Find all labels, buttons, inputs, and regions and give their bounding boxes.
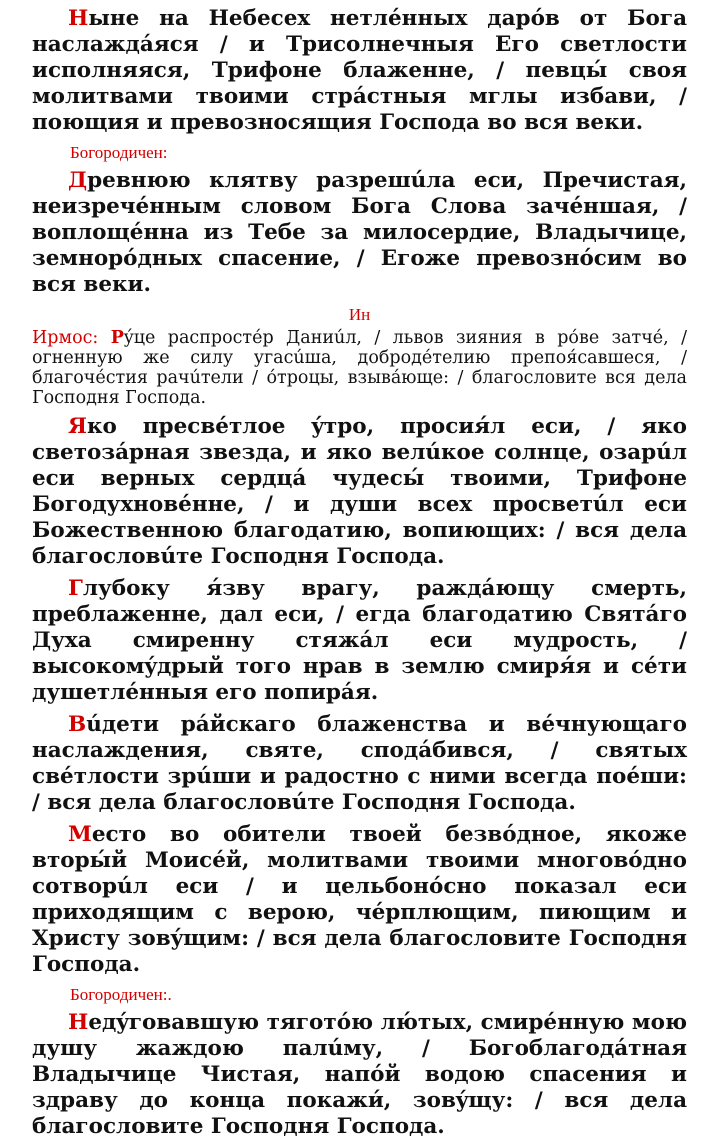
troparion-5 <box>32 822 687 978</box>
section-heading-in: Ин <box>348 305 371 324</box>
troparion-1 <box>32 6 687 136</box>
troparion-text: есто во обители твоей безвóдное, якоже вторы́й Моисéй, молитвами твоими многовóдно сотворúл еси / и цельбонóсно показал еси приходящим с верою, чéрплющим, пиющим и Христу зовýщим: / вся дела благословите Господня Господа. <box>32 822 687 977</box>
irmos-text: ýце распростéр Даниúл, / львов зияния в рóве затчé, / огненную же силу угасúша, добродéтелию препоя́савшеся, / благочéстия рачúтели / óтроцы, взывáюще: / благословите вся дела Господня Господа. <box>32 328 688 408</box>
theotokion-1 <box>32 168 687 298</box>
irmos <box>32 328 687 408</box>
troparion-text: лубоку я́зву врагу, раждáющу смерть, преблаженне, дал еси, / егда благодатию Святáго Духа смиренну стяжáл еси мудрость, / высокомýдрый того нрав в землю смиря́я и сéти душетлéнныя его попирáя. <box>32 576 687 705</box>
troparion-3 <box>32 576 687 706</box>
irmos-label: Ирмос: <box>32 328 111 348</box>
troparion-text: ыне на Небесех нетлéнных дарóв от Бога наслаждáяся / и Трисолнечныя Его светлости исполняяся, Трифоне блаженне, / певцы́ своя молитвами твоими стрáстныя мглы избави, / поющия и превозносящия Господа во вся веки. <box>32 6 687 135</box>
troparion-text: úдети рáйскаго блаженства и вéчнующаго наслаждения, святе, спода́бився, / святых свéтлости зрúши и радостно с ними всегда поéши: / вся дела благословúте Господня Господа. <box>32 712 687 815</box>
theotokion-2 <box>32 1010 687 1140</box>
liturgical-text-page <box>32 6 687 1146</box>
theotokion-text: ревнюю клятву разрешúла еси, Пречистая, неизречéнным словом Бога Слова зачéншая, / воплощéнна из Тебе за милосердие, Владычице, земнорóдных спасение, / Егоже превознóсим во вся веки. <box>32 168 687 297</box>
red-initial: М <box>68 822 92 847</box>
red-initial: Я <box>68 414 87 439</box>
red-initial: Н <box>68 6 89 31</box>
troparion-2 <box>32 414 687 570</box>
troparion-4 <box>32 712 687 816</box>
red-initial: В <box>68 712 87 737</box>
theotokion-label: Богородичен: <box>70 143 168 162</box>
red-initial: Г <box>68 576 83 601</box>
theotokion-label: Богородичен:. <box>70 985 172 1004</box>
theotokion-text: едýговавшую тяготóю лю́тых, смирéнную мою душу жаждою палúму, / Богоблагодáтная Владычице Чистая, напóй водою спасения и здраву до конца покажи́, зовýщу: / вся дела благословите Господня Господа. <box>32 1010 687 1139</box>
red-initial: Р <box>110 328 124 348</box>
red-initial: Д <box>68 168 88 193</box>
red-initial: Н <box>68 1010 89 1035</box>
troparion-text: ко пресвéтлое ýтро, просия́л еси, / яко светозáрная звезда, и яко велúкое солнце, озарúл еси верных сердцá чудесы́ твоими, Трифоне Богодухновéнне, / и души всех просветúл еси Божественною благодатию, вопиющих: / вся дела благословúте Господня Господа. <box>32 414 687 569</box>
